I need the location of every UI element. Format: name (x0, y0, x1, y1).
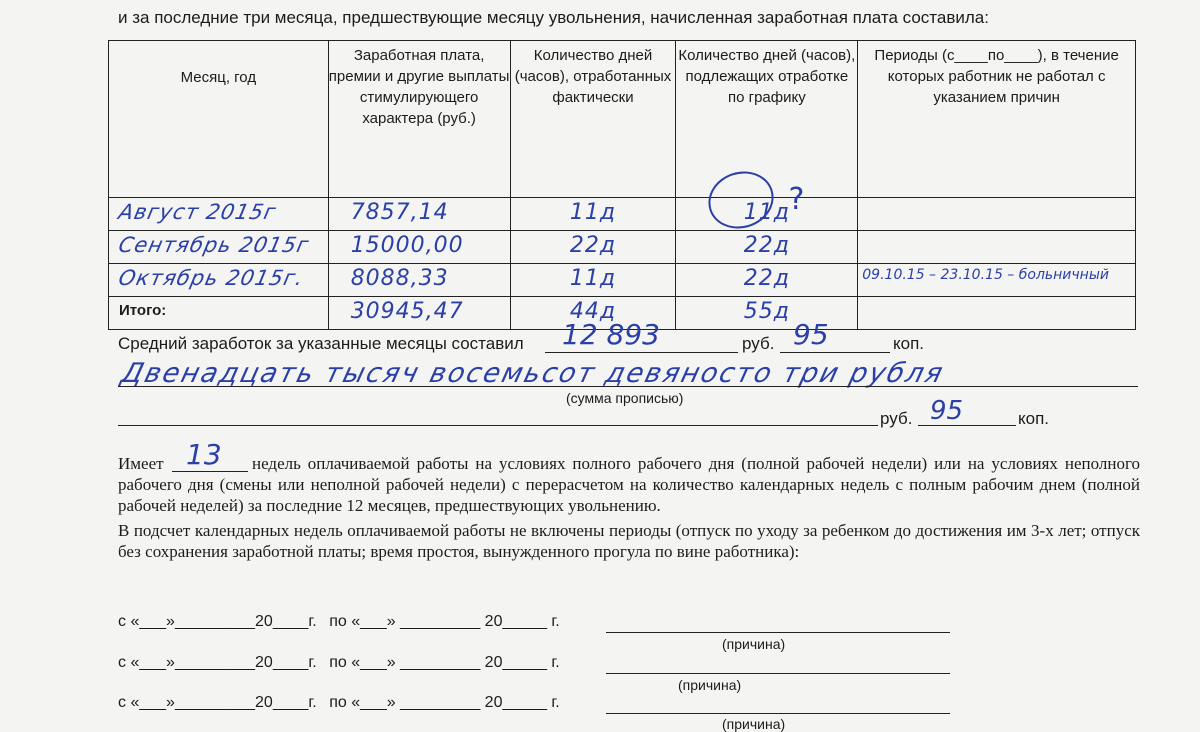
total-worked: 44д (569, 299, 617, 324)
reason-line (606, 632, 950, 633)
reason-line (606, 673, 950, 674)
total-scheduled: 55д (743, 299, 790, 324)
header-salary: Заработная плата, премии и другие выплаты стимулирующего характера (руб.) (328, 41, 510, 198)
row-worked: 11д (569, 266, 617, 291)
row-worked: 11д (569, 200, 617, 225)
row-month: Август 2015г (116, 200, 279, 224)
row-salary: 15000,00 (350, 233, 464, 258)
intro-text: и за последние три месяца, предшествующие месяцу увольнения, начисленная заработная плата составила: (118, 8, 989, 27)
weeks-value: 13 (186, 438, 222, 471)
header-month: Месяц, год (109, 41, 329, 198)
average-kop-label: коп. (893, 334, 925, 353)
row-month: Сентябрь 2015г (116, 233, 312, 257)
total-label: Итого: (119, 302, 167, 319)
average-rub-line (545, 352, 738, 353)
question-mark-annotation: ? (788, 182, 806, 217)
in-words-line (118, 386, 1138, 387)
header-scheduled: Количество дней (часов), подлежащих отработке по графику (676, 41, 858, 198)
kop-value-2: 95 (930, 396, 964, 426)
header-worked: Количество дней (часов), отработанных фактически (510, 41, 676, 198)
table-row (109, 264, 1136, 297)
row-scheduled: 11д (743, 200, 790, 225)
average-kop-value: 95 (793, 318, 829, 351)
row-month: Октябрь 2015г. (116, 266, 307, 290)
weeks-prefix: Имеет (118, 454, 164, 473)
period-to: по «___» _________ 20_____ г. (329, 694, 560, 711)
header-periods: Периоды (с____по____), в течение которых работник не работал с указанием причин (858, 41, 1136, 198)
reason-caption: (причина) (722, 636, 786, 652)
row-scheduled: 22д (743, 266, 790, 291)
reason-line (606, 713, 950, 714)
average-in-words: Двенадцать тысяч восемьсот девяносто три рубля (118, 358, 948, 389)
row-worked: 22д (569, 233, 617, 258)
exclusions-text: В подсчет календарных недель оплачиваемой работы не включены периоды (отпуск по уходу за ребенком до достижения им 3-х лет; отпуск без сохранения заработной платы; время простоя, вынужденного прогула по вине работника): (118, 521, 1140, 561)
row-salary: 7857,14 (350, 200, 449, 225)
in-words-line-2 (118, 425, 878, 426)
average-rub-label: руб. (742, 334, 775, 353)
period-to: по «___» _________ 20_____ г. (329, 654, 560, 671)
reason-caption: (причина) (678, 677, 742, 693)
weeks-text (118, 453, 1140, 516)
in-words-caption: (сумма прописью) (566, 390, 684, 406)
average-label: Средний заработок за указанные месяцы составил (118, 334, 524, 353)
rub-label-2: руб. (880, 409, 913, 428)
period-from: с «___»_________20____г. (118, 654, 317, 671)
period-row-2 (118, 654, 560, 672)
average-kop-line (780, 352, 890, 353)
table-header-row (109, 41, 1136, 198)
kop-label-2: коп. (1018, 409, 1050, 428)
reason-caption: (причина) (722, 716, 786, 732)
row-scheduled: 22д (743, 233, 790, 258)
period-from: с «___»_________20____г. (118, 694, 317, 711)
weeks-text-content: недель оплачиваемой работы на условиях полного рабочего дня (полной рабочей недели) или на условиях неполного рабочего дня (смены или неполной рабочей недели) с перерасчетом на количество календарных недель с полным рабочим днем (полной рабочей неделей) за последние 12 месяцев, предшествующих увольнению. (118, 454, 1140, 515)
period-row-3 (118, 694, 560, 712)
period-from: с «___»_________20____г. (118, 613, 317, 630)
salary-table (108, 40, 1136, 330)
total-salary: 30945,47 (350, 299, 464, 324)
average-rub-value: 12 893 (562, 318, 660, 351)
row-salary: 8088,33 (350, 266, 449, 291)
table-row (109, 198, 1136, 231)
row-periods: 09.10.15 – 23.10.15 – больничный (862, 267, 1109, 283)
period-row-1 (118, 613, 560, 631)
period-to: по «___» _________ 20_____ г. (329, 613, 560, 630)
table-row (109, 231, 1136, 264)
